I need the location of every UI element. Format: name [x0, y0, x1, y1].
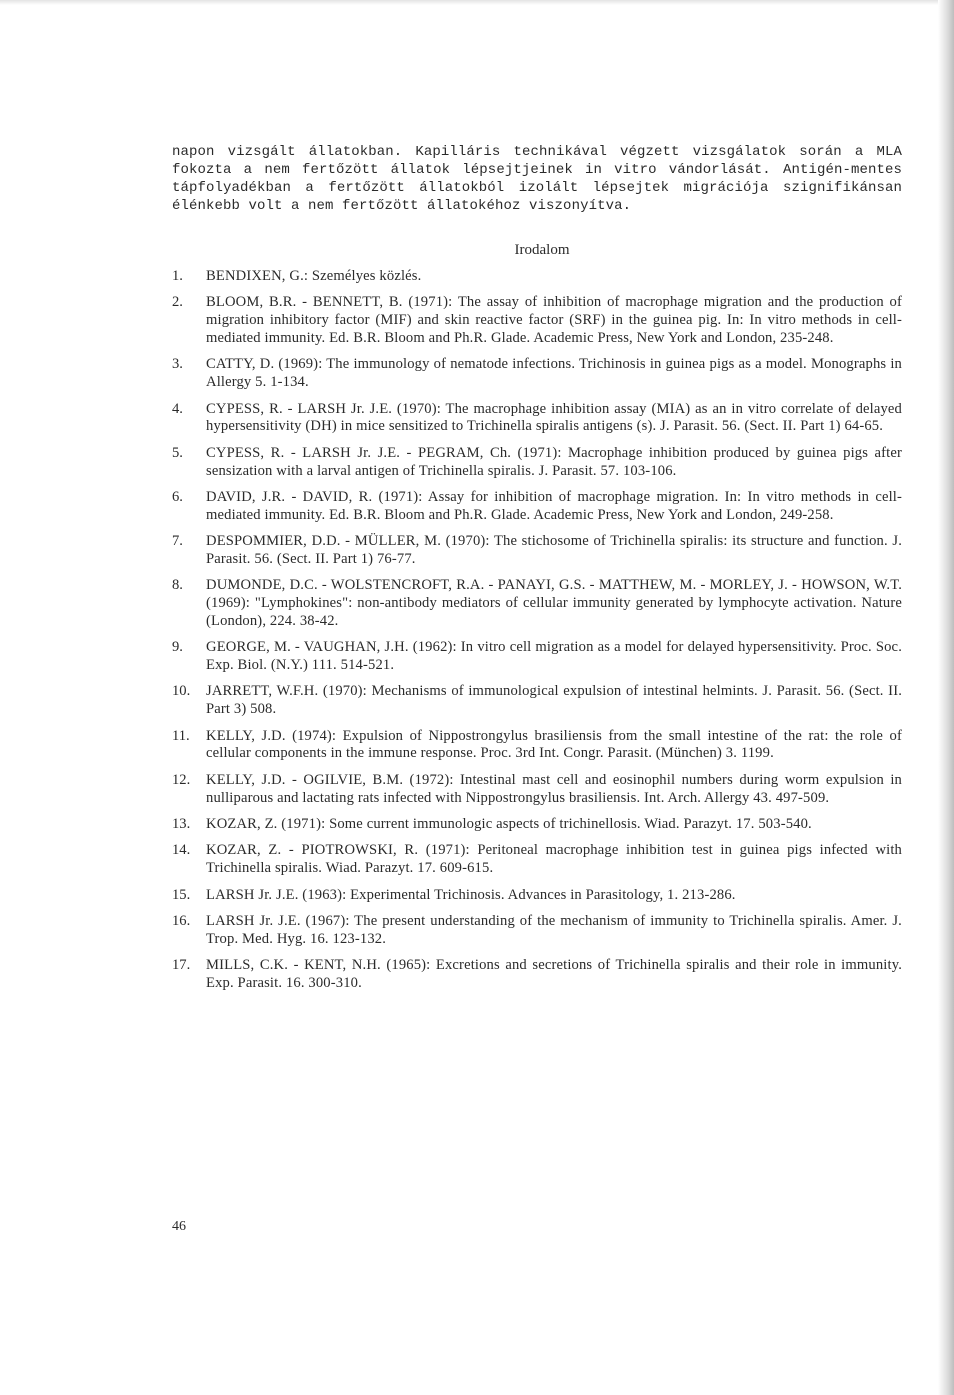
reference-item — [172, 445, 902, 481]
reference-item — [172, 887, 902, 905]
reference-text: KOZAR, Z. (1971): Some current immunologic aspects of trichinellosis. Wiad. Parazyt. 17. 503-540. — [206, 816, 812, 833]
reference-number: 8. — [172, 577, 183, 594]
reference-number: 5. — [172, 444, 183, 461]
reference-text: CYPESS, R. - LARSH Jr. J.E. - PEGRAM, Ch. (1971): Macrophage inhibition produced by guinea pigs after sensization with a larval antigen of Trichinella spiralis. J. Parasit. 57. 103-106. — [206, 444, 902, 479]
reference-text: LARSH Jr. J.E. (1967): The present understanding of the mechanism of immunity to Trichinella spiralis. Amer. J. Trop. Med. Hyg. 16. 123-132. — [206, 913, 902, 947]
reference-item — [172, 957, 902, 993]
reference-item — [172, 401, 902, 437]
reference-item — [172, 489, 902, 525]
reference-item — [172, 294, 902, 347]
reference-text: KELLY, J.D. - OGILVIE, B.M. (1972): Intestinal mast cell and eosinophil numbers during worm expulsion in nulliparous and lactating rats infected with Nippostrongylus brasiliensis. Int. Arch. Allergy 43. 497-509. — [206, 771, 902, 806]
reference-text: GEORGE, M. - VAUGHAN, J.H. (1962): In vitro cell migration as a model for delayed hypersensitivity. Proc. Soc. Exp. Biol. (N.Y.) 111. 514-521. — [206, 639, 902, 674]
reference-number: 14. — [172, 842, 191, 859]
reference-text: CYPESS, R. - LARSH Jr. J.E. (1970): The macrophage inhibition assay (MIA) as an in vitro correlate of delayed hypersensitivity (DH) in mice sensitized to Trichinella spiralis antigens (s). J. Parasit. 56. (Sect. II. Part 1) 64-65. — [206, 400, 902, 435]
reference-text: KOZAR, Z. - PIOTROWSKI, R. (1971): Peritoneal macrophage inhibition test in guinea pigs infected with Trichinella spiralis. Wiad. Parazyt. 17. 609-615. — [206, 842, 902, 877]
reference-item — [172, 842, 902, 878]
reference-item — [172, 683, 902, 719]
reference-item — [172, 728, 902, 764]
scan-edge-right — [938, 0, 954, 1395]
reference-text: LARSH Jr. J.E. (1963): Experimental Trichinosis. Advances in Parasitology, 1. 213-286. — [206, 886, 736, 903]
reference-item — [172, 639, 902, 675]
reference-number: 9. — [172, 639, 183, 656]
reference-number: 6. — [172, 488, 183, 505]
document-page — [172, 143, 902, 993]
reference-item — [172, 913, 902, 949]
reference-number: 12. — [172, 771, 191, 788]
reference-number: 15. — [172, 886, 191, 903]
reference-number: 3. — [172, 356, 183, 373]
reference-number: 4. — [172, 400, 183, 417]
reference-list — [172, 268, 902, 993]
reference-text: CATTY, D. (1969): The immunology of nematode infections. Trichinosis in guinea pigs as a model. Monographs in Allergy 5. 1-134. — [206, 356, 902, 391]
reference-number: 7. — [172, 533, 183, 550]
reference-text: MILLS, C.K. - KENT, N.H. (1965): Excretions and secretions of Trichinella spiralis and their role in immunity. Exp. Parasit. 16. 300-310. — [206, 957, 902, 991]
reference-text: BENDIXEN, G.: Személyes közlés. — [206, 268, 422, 284]
reference-item — [172, 268, 902, 286]
reference-number: 16. — [172, 913, 191, 930]
reference-number: 2. — [172, 294, 183, 311]
scan-edge-top — [0, 0, 954, 5]
intro-paragraph: napon vizsgált állatokban. Kapilláris technikával végzett vizsgálatok során a MLA fokozta a nem fertőzött állatok lépsejtjeinek in vitro vándorlását. Antigén-mentes tápfolyadékban a fertőzött állatokból izolált lépsejtek migrációja szignifikánsan élénkebb volt a nem fertőzött állatokéhoz viszonyítva. — [172, 144, 902, 214]
reference-item — [172, 772, 902, 808]
reference-text: JARRETT, W.F.H. (1970): Mechanisms of immunological expulsion of intestinal helmints. J. Parasit. 56. (Sect. II. Part 3) 508. — [206, 683, 902, 718]
reference-item — [172, 356, 902, 392]
reference-text: BLOOM, B.R. - BENNETT, B. (1971): The assay of inhibition of macrophage migration and the production of migration inhibitory factor (MIF) and skin reactive factor (SRF) in the guinea pig. In: In vitro methods in cell-mediated immunity. Ed. B.R. Bloom and Ph.R. Glade. Academic Press, New York and London, 235-248. — [206, 294, 902, 346]
reference-number: 10. — [172, 683, 191, 700]
reference-text: DESPOMMIER, D.D. - MÜLLER, M. (1970): The stichosome of Trichinella spiralis: its structure and function. J. Parasit. 56. (Sect. II. Part 1) 76-77. — [206, 533, 902, 567]
reference-number: 1. — [172, 268, 183, 284]
reference-text: DUMONDE, D.C. - WOLSTENCROFT, R.A. - PANAYI, G.S. - MATTHEW, M. - MORLEY, J. - HOWSON, W.T. (1969): "Lymphokines": non-antibody mediators of cellular immunity generated by lymphocyte activation. Nature (London), 224. 38-42. — [206, 577, 902, 629]
section-heading: Irodalom — [514, 242, 570, 258]
page-number: 46 — [172, 1219, 186, 1234]
reference-item — [172, 816, 902, 834]
reference-item — [172, 577, 902, 630]
reference-number: 13. — [172, 816, 191, 833]
reference-number: 11. — [172, 727, 190, 744]
reference-item — [172, 533, 902, 569]
reference-text: DAVID, J.R. - DAVID, R. (1971): Assay for inhibition of macrophage migration. In: In vitro methods in cell-mediated immunity. Ed. B.R. Bloom and Ph.R. Glade. Academic Press, New York and London, 249-258. — [206, 488, 902, 523]
reference-number: 17. — [172, 957, 191, 974]
reference-text: KELLY, J.D. (1974): Expulsion of Nippostrongylus brasiliensis from the small intestine of the rat: the role of cellular components in the immune response. Proc. 3rd Int. Congr. Parasit. (München) 3. 1199. — [206, 727, 902, 762]
